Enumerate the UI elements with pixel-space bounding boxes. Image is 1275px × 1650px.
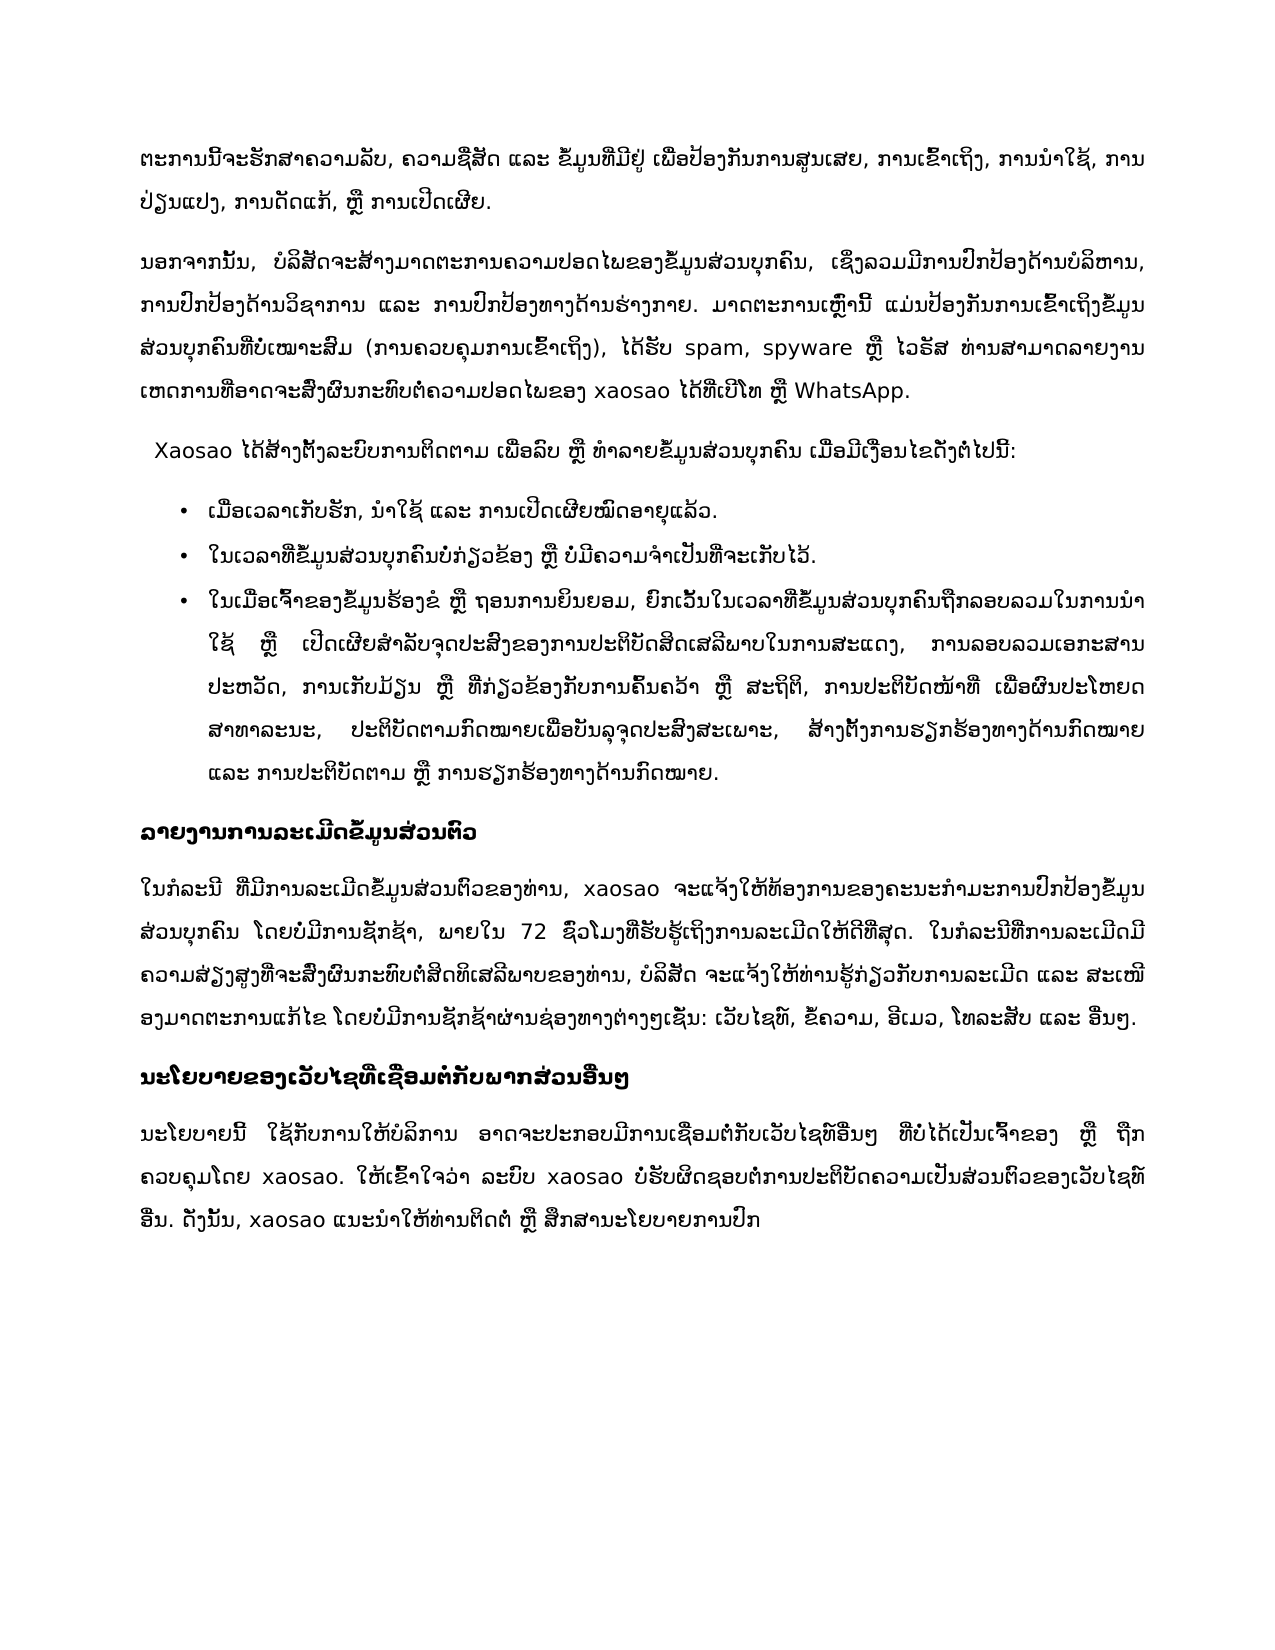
list-item: • ເມື່ອເວລາເກັບຮັກ, ນຳໃຊ້ ແລະ ການເປີດເຜີຍໝົດອາຍຸແລ້ວ.: [208, 490, 1145, 533]
paragraph-5: ນະໂຍບາຍນີ້ ໃຊ້ກັບການໃຫ້ບໍລິການ ອາດຈະປະກອບມີການເຊື່ອມຕໍ່ກັບເວັບໄຊທ໌ອື່ນໆ ທີ່ບໍ່ໄດ້ເປັນເຈົ້າຂອງ ຫຼື ຖືກຄວບຄຸມໂດຍ xaosao. ໃຫ້ເຂົ້າໃຈວ່າ ລະບົບ xaosao ບໍ່ຮັບຜິດຊອບຕໍ່ການປະຕິບັດຄວາມເປັນສ່ວນຕົວຂອງເວັບໄຊທ໌ອື່ນ. ດັ່ງນັ້ນ, xaosao ແນະນຳໃຫ້ທ່ານຕິດຕໍ່ ຫຼື ສຶກສານະໂຍບາຍການປົກ: [140, 1122, 1145, 1233]
paragraph-4: ໃນກໍລະນີ ທີ່ມີການລະເມີດຂໍ້ມູນສ່ວນຕົວຂອງທ່ານ, xaosao ຈະແຈ້ງໃຫ້ທ້ອງການຂອງຄະນະກຳມະການປົກປ້ອງຂໍ້ມູນສ່ວນບຸກຄົນ ໂດຍບໍ່ມີການຊັກຊ້າ, ພາຍໃນ 72 ຊົ່ວໂມງທີ່ຮັບຮູ້ເຖິງການລະເມີດໃຫ້ດີທີ່ສຸດ. ໃນກໍລະນີທີ່ການລະເມີດມີຄວາມສ່ຽງສູງທີ່ຈະສົ່ງຜົນກະທົບຕໍ່ສິດທິເສລີພາບຂອງທ່ານ, ບໍລິສັດ ຈະແຈ້ງໃຫ້ທ່ານຮູ້ກ່ຽວກັບການລະເມີດ ແລະ ສະເໜີອງມາດຕະການແກ້ໄຂ ໂດຍບໍ່ມີການຊັກຊ້າຜ່ານຊ່ອງທາງຕ່າງໆເຊັ່ນ: ເວັບໄຊທ໌, ຂໍ້ຄວາມ, ອີເມວ, ໂທລະສັບ ແລະ ອື່ນໆ.: [140, 877, 1145, 1031]
paragraph-1: ຕະການນີ້ຈະຮັກສາຄວາມລັບ, ຄວາມຊື່ສັດ ແລະ ຂໍ້ມູນທີ່ມີຢູ່ ເພື່ອປ້ອງກັນການສູນເສຍ, ການເຂົ້າເຖິງ, ການນຳໃຊ້, ການປ່ຽນແປງ, ການດັດແກ້, ຫຼື ການເປີດເຜີຍ.: [140, 147, 1145, 215]
list-item: • ໃນເມື່ອເຈົ້າຂອງຂໍ້ມູນຮ້ອງຂໍ ຫຼື ຖອນການຍິນຍອມ, ຍົກເວັ້ນໃນເວລາທີ່ຂໍ້ມູນສ່ວນບຸກຄົນຖືກລອບລວມໃນການນຳໃຊ້ ຫຼື ເປີດເຜີຍສຳລັບຈຸດປະສົງຂອງການປະຕິບັດສິດເສລີພາບໃນການສະແດງ, ການລອບລວມເອກະສານປະຫວັດ, ການເກັບມ້ຽນ ຫຼື ທີ່ກ່ຽວຂ້ອງກັບການຄົ້ນຄວ້າ ຫຼື ສະຖິຕິ, ການປະຕິບັດໜ້າທີ່ ເພື່ອຜົນປະໂຫຍດສາທາລະນະ, ປະຕິບັດຕາມກົດໝາຍເພື່ອບັນລຸຈຸດປະສົງສະເພາະ, ສ້າງຕັ້ງການຮຽກຮ້ອງທາງດ້ານກົດໝາຍ ແລະ ການປະຕິບັດຕາມ ຫຼື ການຮຽກຮ້ອງທາງດ້ານກົດໝາຍ.: [208, 580, 1145, 795]
paragraph-3-list-intro: Xaosao ໄດ້ສ້າງຕັ້ງລະບົບການຕິດຕາມ ເພື່ອລົບ ຫຼື ທຳລາຍຂໍ້ມູນສ່ວນບຸກຄົນ ເມື່ອມີເງື່ອນໄຂດັ່ງຕໍ່ໄປນີ້:: [154, 439, 1017, 464]
list-item: • ໃນເວລາທີ່ຂໍ້ມູນສ່ວນບຸກຄົນບໍ່ກ່ຽວຂ້ອງ ຫຼື ບໍ່ມີຄວາມຈຳເປັນທີ່ຈະເກັບໄວ້.: [208, 535, 1145, 578]
paragraph-2: ນອກຈາກນັ້ນ, ບໍລິສັດຈະສ້າງມາດຕະການຄວາມປອດໄພຂອງຂໍ້ມູນສ່ວນບຸກຄົນ, ເຊິ່ງລວມມີການປົກປ້ອງດ້ານບໍລິຫານ, ການປົກປ້ອງດ້ານວິຊາການ ແລະ ການປົກປ້ອງທາງດ້ານຮ່າງກາຍ. ມາດຕະການເຫຼົ່ານີ້ ແມ່ນປ້ອງກັນການເຂົ້າເຖິງຂໍ້ມູນສ່ວນບຸກຄົນທີ່ບໍ່ເໝາະສົມ (ການຄວບຄຸມການເຂົ້າເຖິງ), ໄດ້ຮັບ spam, spyware ຫຼື ໄວຣັສ ທ່ານສາມາດລາຍງານເຫດການທີ່ອາດຈະສົ່ງຜົນກະທົບຕໍ່ຄວາມປອດໄພຂອງ xaosao ໄດ້ທີ່ເບີໂທ ຫຼື WhatsApp.: [140, 250, 1145, 404]
section-heading-third-party-links: ນະໂຍບາຍຂອງເວັບໄຊທີ່ເຊື່ອມຕໍ່ກັບພາກສ່ວນອື່ນໆ: [140, 1065, 630, 1090]
document-content: [140, 138, 1145, 1242]
section-heading-data-breach-report: ລາຍງານການລະເມີດຂໍ້ມູນສ່ວນຕົວ: [140, 820, 478, 845]
conditions-bullet-list: [140, 490, 1145, 795]
